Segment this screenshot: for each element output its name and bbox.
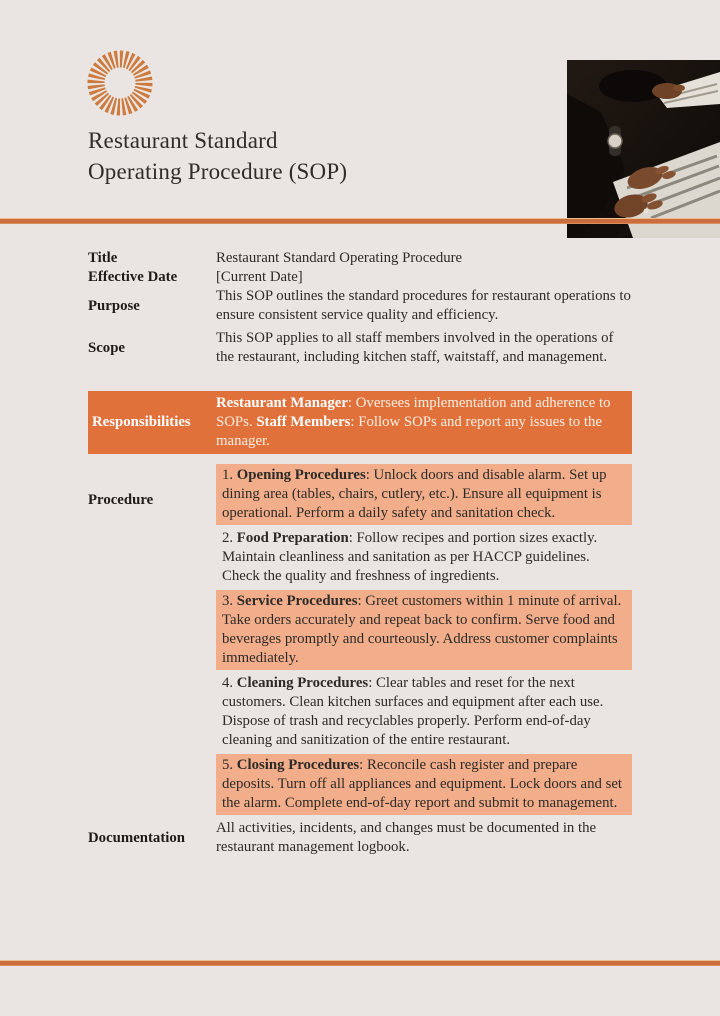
procedure-item: 3. Service Procedures: Greet customers within 1 minute of arrival. Take orders accurately and repeat back to confirm. Serve food and beverages promptly and courteously. Address customer complaints immediately.: [216, 590, 632, 670]
procedure-item: 2. Food Preparation: Follow recipes and portion sizes exactly. Maintain cleanliness and sanitation as per HACCP guidelines. Check the quality and freshness of ingredients.: [222, 530, 598, 584]
page-title-line1: Restaurant Standard: [88, 128, 278, 153]
page-title-line2: Operating Procedure (SOP): [88, 159, 348, 184]
row-title-label: Title: [88, 250, 118, 266]
sunburst-logo-icon: [84, 46, 156, 118]
row-responsibilities: [88, 391, 632, 454]
row-purpose-value: This SOP outlines the standard procedures for restaurant operations to ensure consistent service quality and efficiency.: [216, 288, 631, 323]
procedure-item-name: Opening Procedures: [236, 467, 366, 483]
row-responsibilities-value: Restaurant Manager: Oversees implementation and adherence to SOPs. Staff Members: Follow SOPs and report any issues to the manager.: [216, 395, 611, 449]
procedure-item: 1. Opening Procedures: Unlock doors and disable alarm. Set up dining area (tables, chairs, cutlery, etc.). Ensure all equipment is operational. Perform a daily safety and sanitation check.: [216, 464, 632, 525]
procedure-item: 5. Closing Procedures: Reconcile cash register and prepare deposits. Turn off all appliances and equipment. Lock doors and set the alarm. Complete end-of-day report and submit to management.: [216, 754, 632, 815]
procedure-items: [216, 464, 632, 817]
row-scope-value: This SOP applies to all staff members involved in the operations of the restaurant, including kitchen staff, waitstaff, and management.: [216, 330, 614, 365]
row-procedure: [88, 464, 632, 817]
row-documentation: [88, 819, 632, 857]
page-title: [88, 125, 347, 187]
row-documentation-label: Documentation: [88, 829, 185, 846]
row-effective-date-label: Effective Date: [88, 269, 178, 285]
header-photo: [567, 60, 720, 238]
procedure-item-name: Service Procedures: [236, 593, 358, 609]
row-effective-date-value: [Current Date]: [216, 269, 303, 285]
sop-table: [88, 249, 632, 857]
procedure-item-name: Food Preparation: [236, 530, 349, 546]
header-divider-line: [0, 218, 720, 224]
responsibilities-role-1: Restaurant Manager: [216, 395, 348, 411]
row-title-value: Restaurant Standard Operating Procedure: [216, 250, 463, 266]
row-purpose: [88, 287, 632, 325]
row-title: [88, 249, 632, 268]
row-documentation-value: All activities, incidents, and changes must be documented in the restaurant management logbook.: [216, 820, 597, 855]
row-scope: [88, 329, 632, 367]
row-effective-date: [88, 268, 632, 287]
responsibilities-role-2: Staff Members: [256, 414, 351, 430]
footer-divider-line: [0, 960, 720, 966]
procedure-item: 4. Cleaning Procedures: Clear tables and reset for the next customers. Clean kitchen surfaces and equipment after each use. Dispose of trash and recyclables properly. Perform end-of-day cleaning and sanitization of the entire restaurant.: [222, 675, 604, 748]
row-responsibilities-label: Responsibilities: [92, 414, 191, 430]
row-scope-label: Scope: [88, 339, 125, 356]
procedure-item-name: Cleaning Procedures: [236, 675, 369, 691]
procedure-item-name: Closing Procedures: [236, 757, 360, 773]
row-purpose-label: Purpose: [88, 297, 140, 314]
row-procedure-label: Procedure: [88, 492, 154, 508]
